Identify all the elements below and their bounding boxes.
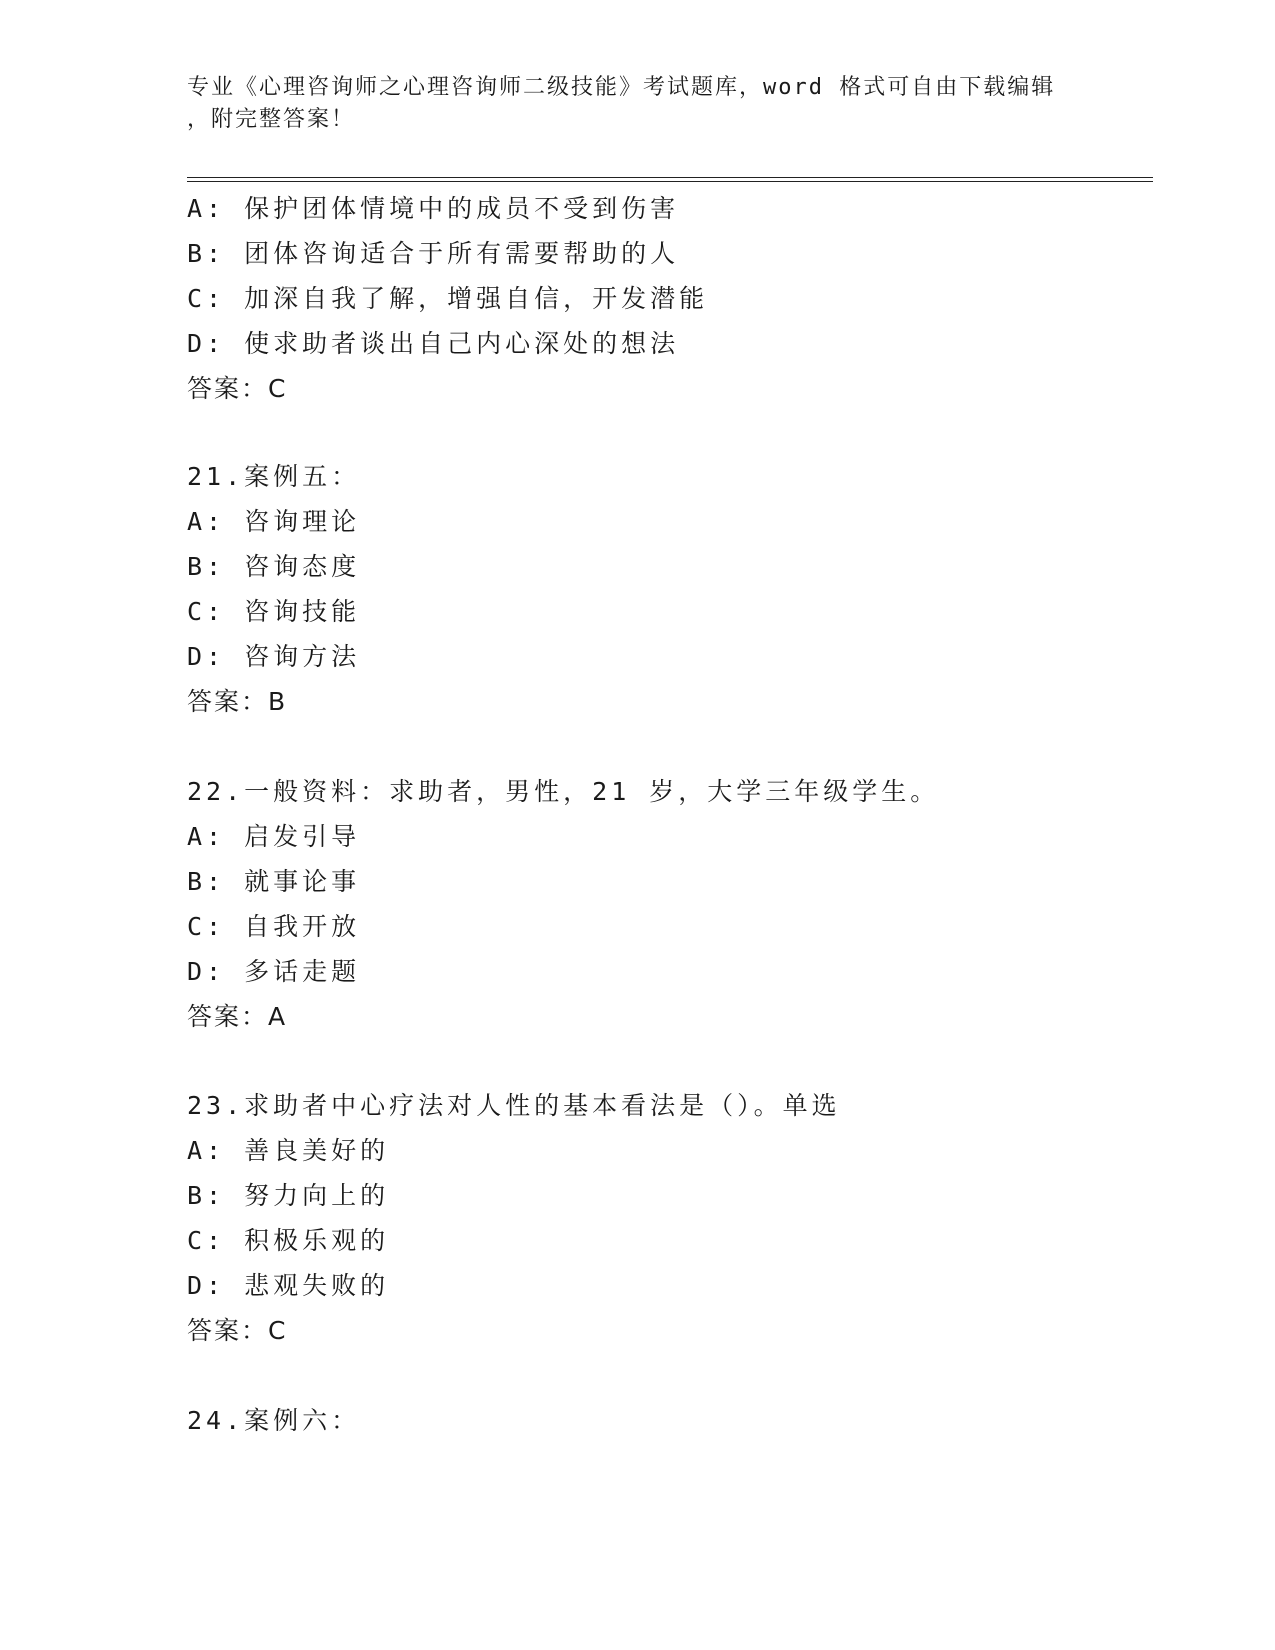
option-a: A: 保护团体情境中的成员不受到伤害 (187, 194, 680, 223)
answer-line: 答案：A (187, 1002, 288, 1031)
option-a: A: 咨询理论 (187, 507, 361, 536)
question-title: 22.一般资料：求助者，男性，21 岁，大学三年级学生。 (187, 777, 940, 806)
option-c: C: 自我开放 (187, 912, 361, 941)
header-rule-top (187, 177, 1153, 178)
option-b: B: 就事论事 (187, 867, 361, 896)
option-a: A: 善良美好的 (187, 1136, 390, 1165)
answer-line: 答案：C (187, 1316, 288, 1345)
answer-line: 答案：C (187, 374, 288, 403)
header-title-line: 专业《心理咨询师之心理咨询师二级技能》考试题库，word 格式可自由下载编辑 (187, 75, 1056, 100)
option-a: A: 启发引导 (187, 822, 361, 851)
option-d: D: 使求助者谈出自己内心深处的想法 (187, 329, 680, 358)
option-b: B: 咨询态度 (187, 552, 361, 581)
answer-line: 答案：B (187, 687, 288, 716)
option-c: C: 积极乐观的 (187, 1226, 390, 1255)
header-rule-bottom (187, 181, 1153, 182)
option-b: B: 团体咨询适合于所有需要帮助的人 (187, 239, 680, 268)
option-d: D: 咨询方法 (187, 642, 361, 671)
option-c: C: 加深自我了解，增强自信，开发潜能 (187, 284, 709, 313)
option-c: C: 咨询技能 (187, 597, 361, 626)
question-title: 24.案例六： (187, 1406, 361, 1435)
header-title-continuation: ，附完整答案！ (187, 107, 356, 132)
option-d: D: 多话走题 (187, 957, 361, 986)
question-title: 21.案例五： (187, 462, 361, 491)
option-b: B: 努力向上的 (187, 1181, 390, 1210)
question-title: 23.求助者中心疗法对人性的基本看法是（）。单选 (187, 1091, 841, 1120)
option-d: D: 悲观失败的 (187, 1271, 390, 1300)
